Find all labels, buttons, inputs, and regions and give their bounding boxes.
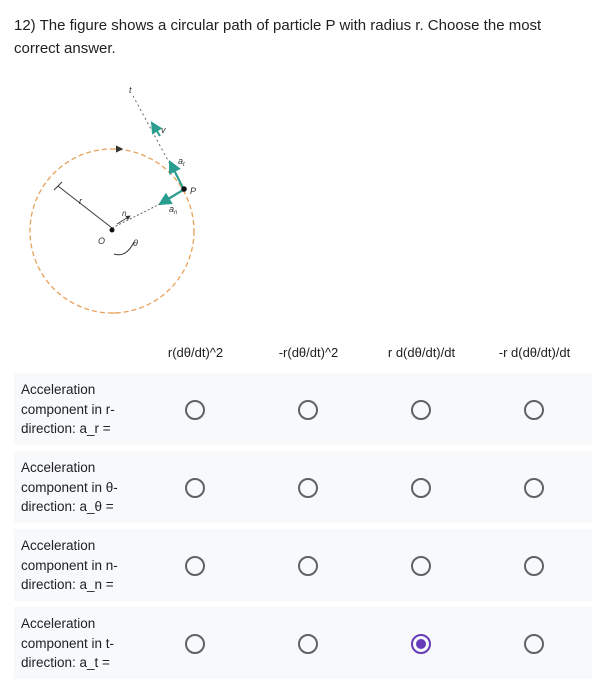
label-O: O [98,236,106,246]
radio-button[interactable] [524,400,544,420]
radio-button[interactable] [524,556,544,576]
radio-button[interactable] [411,400,431,420]
label-at: $a_t$ [178,156,185,168]
radio-button[interactable] [411,556,431,576]
radio-button[interactable] [185,556,205,576]
column-label: r d(dθ/dt)/dt [387,345,456,360]
radius-dashed-line [112,204,160,228]
radius-indicator-line [58,186,112,228]
normal-acceleration-arrow [160,190,183,204]
label-n: n [122,209,127,218]
label-theta: θ [133,238,138,248]
column-label: r(dθ/dt)^2 [167,345,224,360]
label-an: $a_n$ [169,204,178,216]
grid-row [14,373,592,445]
column-label: -r(dθ/dt)^2 [278,345,339,360]
label-r: r [79,196,82,206]
row-label: Acceleration component in θ-direction: a_θ = [21,460,118,514]
radio-button[interactable] [411,478,431,498]
row-label: Acceleration component in r-direction: a_r = [21,382,115,436]
label-v: v [161,125,166,135]
column-label: -r d(dθ/dt)/dt [498,345,571,360]
question-text: 12) The figure shows a circular path of particle P with radius r. Choose the most correct answer. [14,17,542,57]
circular-path-figure [14,76,214,326]
row-label: Acceleration component in t-direction: a_t = [21,616,115,670]
radio-button[interactable] [298,400,318,420]
label-P: P [190,186,197,196]
particle-point [181,186,187,192]
grid-header [14,335,592,373]
grid-row [14,529,592,601]
origin-point [110,228,115,233]
radio-button[interactable] [185,478,205,498]
velocity-arrow [152,123,160,136]
radius-indicator-tick [54,182,62,190]
radio-button-selected[interactable] [411,634,431,654]
row-label: Acceleration component in n-direction: a_n = [21,538,118,592]
radio-button[interactable] [185,634,205,654]
radio-button[interactable] [185,400,205,420]
figure-svg [14,76,214,326]
grid-row [14,607,592,679]
radio-button[interactable] [524,478,544,498]
theta-arc [114,242,134,255]
radio-button[interactable] [298,478,318,498]
grid-row [14,451,592,523]
label-t: t [129,85,132,95]
radio-button[interactable] [298,634,318,654]
answer-grid [14,335,592,685]
radio-button[interactable] [524,634,544,654]
radio-button[interactable] [298,556,318,576]
